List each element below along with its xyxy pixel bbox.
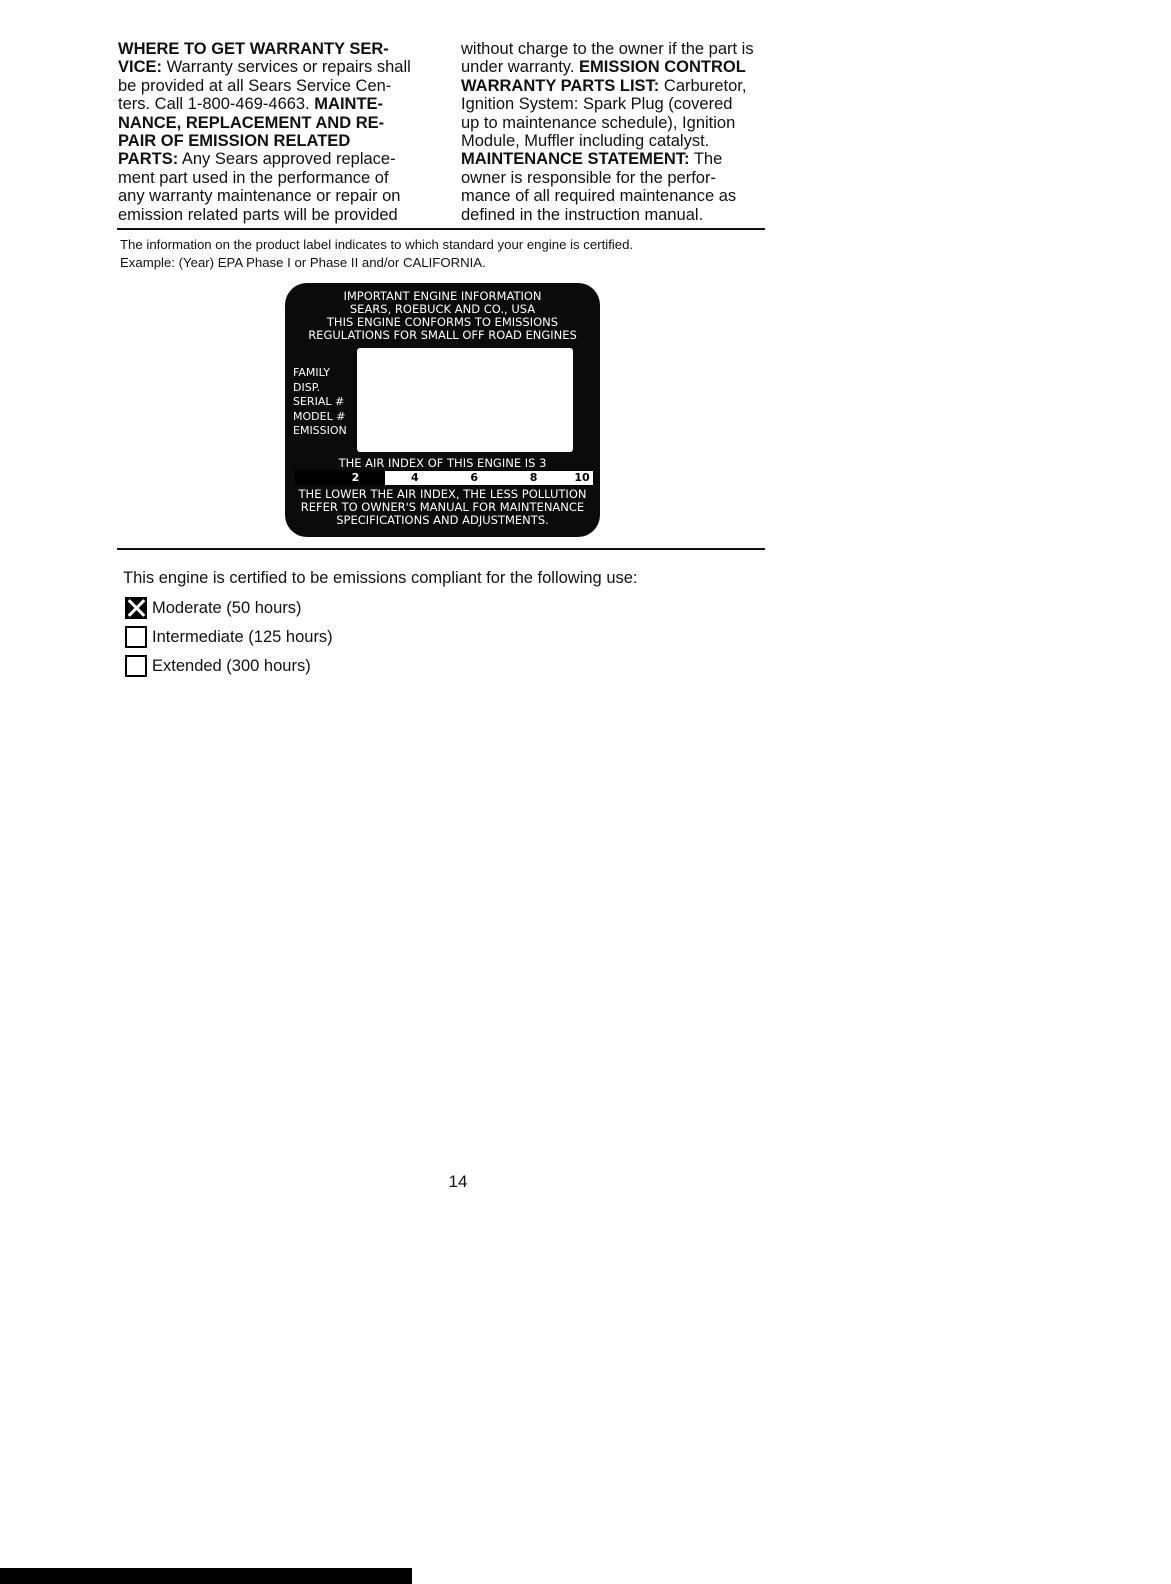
label-field-model: MODEL # [293, 409, 346, 423]
option-label: Moderate (50 hours) [152, 599, 302, 617]
label-field-serial: SERIAL # [293, 395, 345, 409]
label-footer-line: THE LOWER THE AIR INDEX, THE LESS POLLUTION [298, 487, 587, 501]
maintenance-heading: NANCE, REPLACEMENT AND RE- [118, 113, 385, 132]
page-number: 14 [448, 1172, 468, 1191]
label-blank-field-area [357, 348, 573, 452]
option-label: Intermediate (125 hours) [152, 628, 333, 646]
air-index-tick-label: 6 [470, 471, 479, 484]
emission-text: Module, Muffler including catalyst. [461, 132, 710, 151]
statement-text: The [689, 150, 723, 169]
label-header-line: REGULATIONS FOR SMALL OFF ROAD ENGINES [308, 328, 577, 342]
emission-text: Carburetor, [659, 76, 747, 95]
warranty-right-column [461, 40, 769, 224]
option-extended[interactable] [125, 655, 311, 677]
emission-paragraph [461, 40, 769, 224]
emission-text: Ignition System: Spark Plug (covered [461, 95, 733, 114]
engine-information-label [285, 283, 600, 537]
certification-statement: This engine is certified to be emissions compliant for the following use: [123, 569, 638, 587]
checkbox-intermediate[interactable] [125, 626, 147, 648]
right-text: under warranty. [461, 58, 579, 77]
label-fields [293, 366, 347, 439]
option-intermediate[interactable] [125, 626, 333, 648]
checkbox-extended[interactable] [125, 655, 147, 677]
statement-text: defined in the instruction manual. [461, 205, 704, 224]
label-note [120, 236, 780, 271]
maintenance-heading: PARTS: [118, 150, 179, 169]
emission-text: up to maintenance schedule), Ignition [461, 113, 736, 132]
air-index-tick-label: 10 [574, 471, 590, 484]
label-field-emission: EMISSION [293, 424, 347, 438]
label-field-family: FAMILY [293, 366, 330, 379]
label-header [285, 290, 600, 342]
statement-heading: MAINTENANCE STATEMENT: [461, 150, 690, 169]
air-index-tick-label: 2 [351, 471, 360, 484]
maintenance-text: emission related parts will be provided [118, 205, 398, 224]
maintenance-text: ment part used in the performance of [118, 168, 389, 187]
divider-bottom [117, 548, 765, 550]
where-heading-cont: VICE: [118, 58, 163, 77]
statement-text: mance of all required maintenance as [461, 187, 737, 206]
air-index-tick-label: 8 [529, 471, 538, 484]
emission-heading: WARRANTY PARTS LIST: [461, 76, 660, 95]
label-header-line: SEARS, ROEBUCK AND CO., USA [349, 302, 536, 316]
option-label: Extended (300 hours) [152, 657, 311, 675]
label-header-line: IMPORTANT ENGINE INFORMATION [343, 289, 542, 303]
air-index-scale [295, 470, 594, 486]
where-text: ters. Call 1-800-469-4663. [118, 95, 315, 114]
label-footer-line: REFER TO OWNER'S MANUAL FOR MAINTENANCE [300, 500, 585, 514]
label-header-line: THIS ENGINE CONFORMS TO EMISSIONS [326, 315, 559, 329]
footer-black-bar [0, 1568, 412, 1584]
note-line: The information on the product label indicates to which standard your engine is certified. [120, 237, 634, 252]
checkbox-moderate[interactable] [125, 597, 147, 619]
label-footer-line: SPECIFICATIONS AND ADJUSTMENTS. [336, 513, 549, 527]
where-text: be provided at all Sears Service Cen- [118, 76, 392, 95]
air-index-tick-label: 0 [299, 471, 307, 484]
label-footer [285, 488, 600, 527]
label-field-disp: DISP. [293, 380, 321, 394]
where-to-get-warranty-paragraph [118, 40, 436, 224]
air-index-text: THE AIR INDEX OF THIS ENGINE IS 3 [338, 456, 547, 470]
option-moderate[interactable] [125, 597, 302, 619]
statement-text: owner is responsible for the perfor- [461, 168, 716, 187]
where-text: Warranty services or repairs shall [162, 58, 411, 77]
divider-top [117, 228, 765, 230]
warranty-left-column [118, 40, 436, 224]
maintenance-heading: PAIR OF EMISSION RELATED [118, 132, 351, 151]
where-heading: WHERE TO GET WARRANTY SER- [118, 40, 389, 58]
maintenance-text: Any Sears approved replace- [178, 150, 396, 169]
right-text: without charge to the owner if the part is [461, 40, 754, 58]
maintenance-text: any warranty maintenance or repair on [118, 187, 401, 206]
note-line: Example: (Year) EPA Phase I or Phase II and/or CALIFORNIA. [120, 254, 486, 270]
emission-heading: EMISSION CONTROL [579, 58, 746, 77]
maintenance-heading: MAINTE- [314, 95, 384, 114]
air-index-tick-label: 4 [410, 471, 419, 484]
